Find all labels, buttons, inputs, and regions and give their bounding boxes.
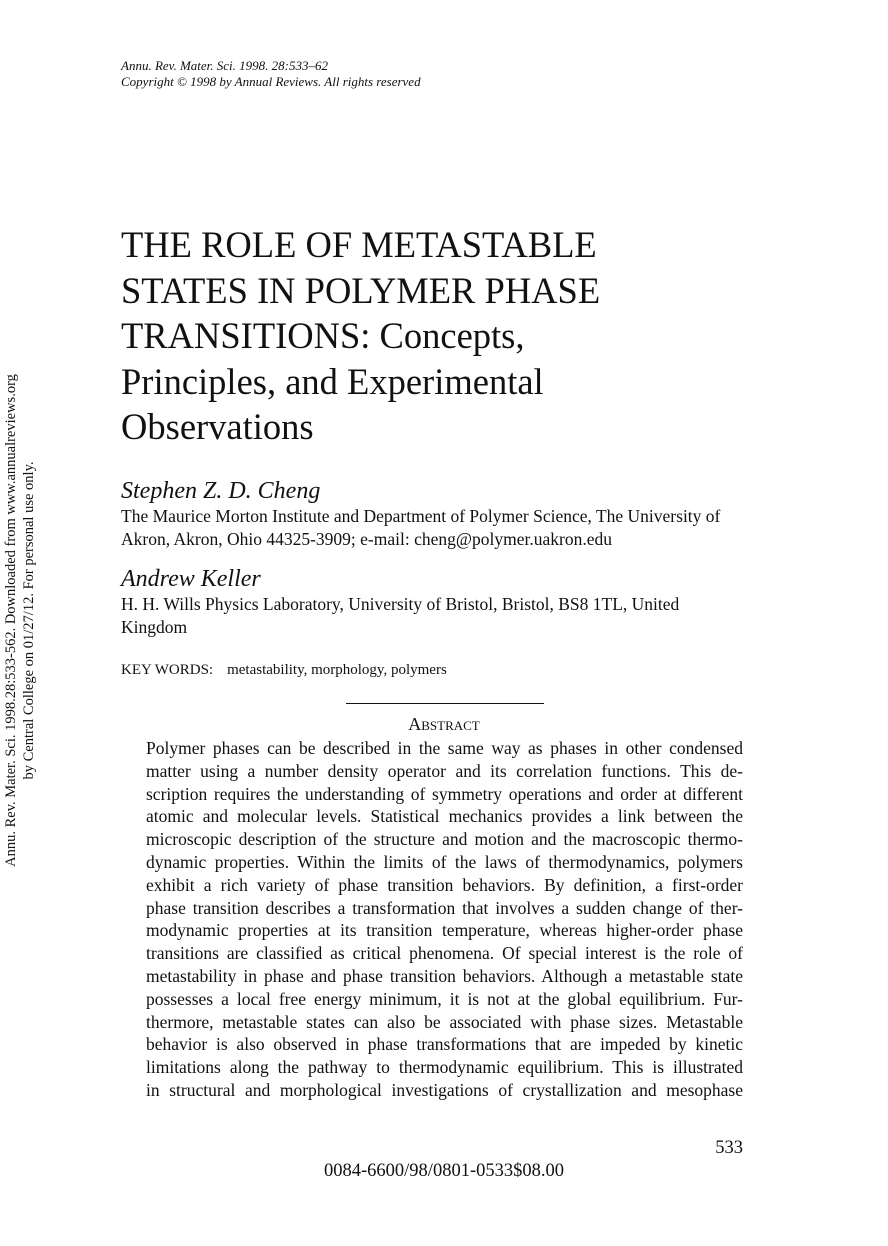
author-affiliation bbox=[121, 593, 679, 638]
copyright-notice: Copyright © 1998 by Annual Reviews. All rights reserved bbox=[121, 74, 421, 89]
abstract-line: Polymer phases can be described in the same way as phases in other condensed bbox=[146, 738, 743, 758]
affiliation-line: H. H. Wills Physics Laboratory, University of Bristol, Bristol, BS8 1TL, United bbox=[121, 594, 680, 614]
abstract-line: possesses a local free energy minimum, it is not at the global equilibrium. Fur- bbox=[146, 988, 743, 1009]
author-affiliation bbox=[121, 505, 720, 550]
abstract-line: metastability in phase and phase transition behaviors. Although a metastable state bbox=[146, 965, 743, 986]
abstract-line: matter using a number density operator and its correlation functions. This de- bbox=[146, 760, 743, 781]
download-notice bbox=[2, 333, 38, 908]
affiliation-line: The Maurice Morton Institute and Department of Polymer Science, The University of bbox=[121, 506, 721, 526]
journal-citation: Annu. Rev. Mater. Sci. 1998. 28:533–62 bbox=[121, 58, 328, 73]
keywords-label: KEY WORDS: bbox=[121, 662, 214, 678]
article-title bbox=[121, 222, 761, 450]
abstract-line: scription requires the understanding of symmetry operations and order at different bbox=[146, 783, 743, 804]
keywords-value: metastability, morphology, polymers bbox=[227, 662, 447, 678]
page-number: 533 bbox=[715, 1138, 743, 1158]
keywords bbox=[121, 660, 447, 680]
abstract-divider bbox=[346, 703, 544, 704]
abstract-line: atomic and molecular levels. Statistical mechanics provides a link between the bbox=[146, 806, 743, 827]
abstract-body bbox=[146, 737, 743, 1102]
download-notice-line-1: Annu. Rev. Mater. Sci. 1998.28:533-562. Downloaded from www.annualreviews.org bbox=[3, 374, 19, 867]
abstract-line: in structural and morphological investigations of crystallization and mesophase bbox=[146, 1079, 743, 1100]
abstract-line: dynamic properties. Within the limits of the laws of thermodynamics, polymers bbox=[146, 851, 743, 872]
title-line: THE ROLE OF METASTABLE bbox=[121, 224, 597, 265]
abstract-line: transitions are classified as critical phenomena. Of special interest is the role of bbox=[146, 943, 743, 964]
author-name: Stephen Z. D. Cheng bbox=[121, 478, 321, 504]
abstract-line: behavior is also observed in phase transformations that are impeded by kinetic bbox=[146, 1034, 743, 1055]
title-line: Observations bbox=[121, 406, 314, 447]
abstract-line: modynamic properties at its transition temperature, whereas higher-order phase bbox=[146, 920, 743, 941]
abstract-line: thermore, metastable states can also be associated with phase sizes. Metastable bbox=[146, 1011, 743, 1032]
document-code: 0084-6600/98/0801-0533$08.00 bbox=[324, 1161, 564, 1181]
download-notice-line-2: by Central College on 01/27/12. For personal use only. bbox=[21, 461, 37, 780]
title-line: Principles, and Experimental bbox=[121, 360, 544, 402]
abstract-line: exhibit a rich variety of phase transition behaviors. By definition, a first-order bbox=[146, 874, 743, 895]
author-name: Andrew Keller bbox=[121, 566, 261, 592]
affiliation-line: Akron, Akron, Ohio 44325-3909; e-mail: cheng@polymer.uakron.edu bbox=[121, 528, 612, 549]
title-line: TRANSITIONS: Concepts, bbox=[121, 315, 525, 356]
abstract-line: limitations along the pathway to thermodynamic equilibrium. This is illustrated bbox=[146, 1057, 743, 1078]
affiliation-line: Kingdom bbox=[121, 616, 188, 637]
abstract-line: phase transition describes a transformation that involves a sudden change of ther- bbox=[146, 897, 743, 918]
abstract-line: microscopic description of the structure and motion and the macroscopic thermo- bbox=[146, 829, 743, 850]
abstract-heading: Abstract bbox=[408, 714, 480, 734]
title-line: STATES IN POLYMER PHASE bbox=[121, 269, 601, 311]
